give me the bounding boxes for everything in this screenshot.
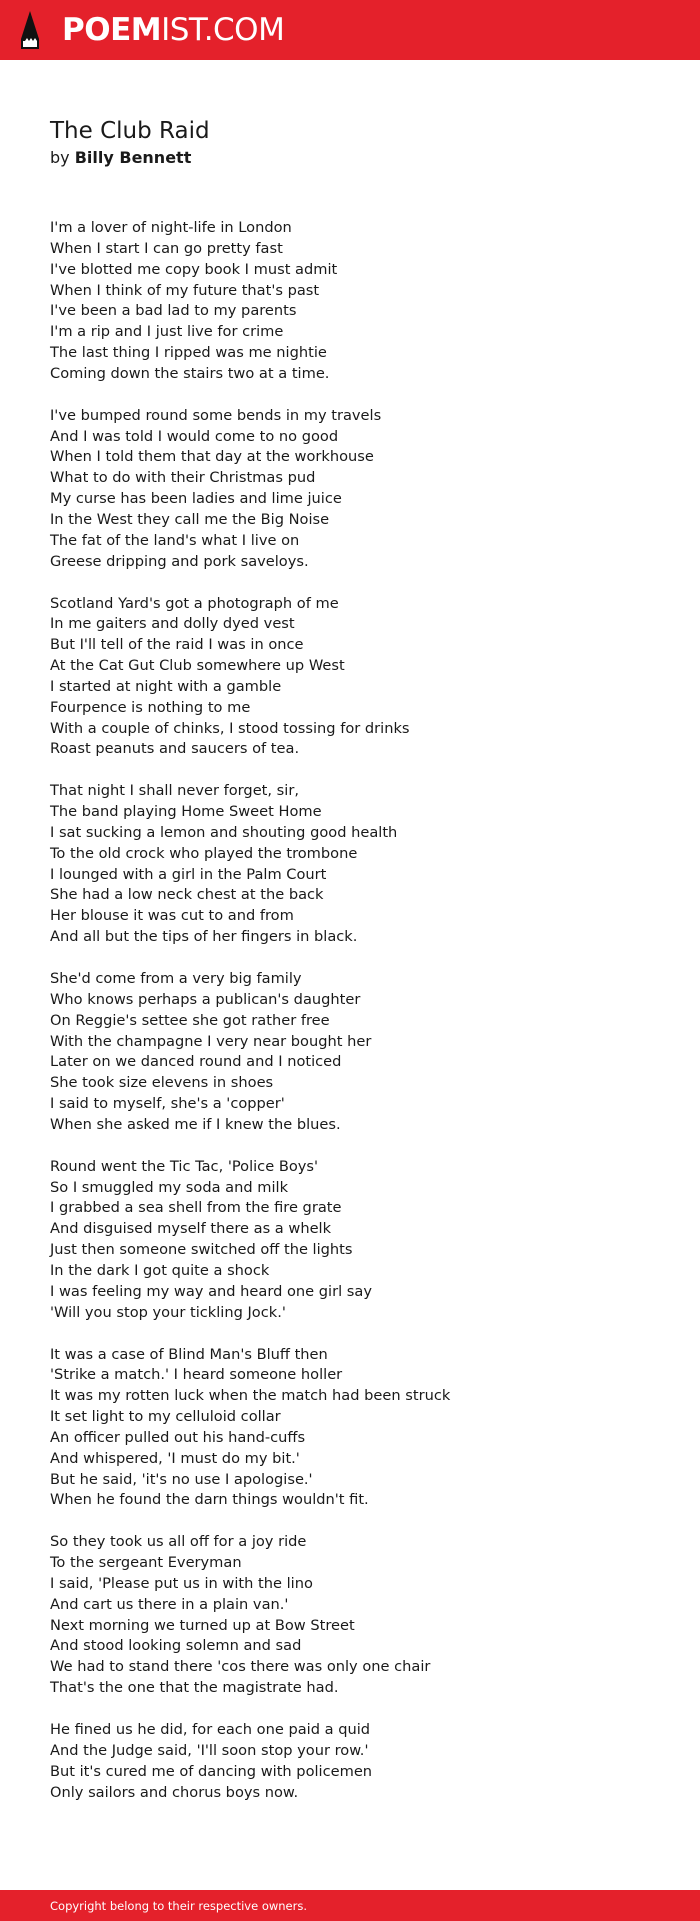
poem-line: 'Will you stop your tickling Jock.'	[50, 1303, 286, 1321]
poem-title: The Club Raid	[50, 118, 210, 144]
poem-line: I started at night with a gamble	[50, 677, 282, 695]
poem-line: I sat sucking a lemon and shouting good health	[50, 823, 398, 841]
poem-line: On Reggie's settee she got rather free	[50, 1011, 330, 1029]
poem-line: I lounged with a girl in the Palm Court	[50, 865, 327, 883]
byline-prefix: by	[50, 148, 70, 167]
logo-wordmark	[62, 8, 284, 52]
poem-line: And the Judge said, 'I'll soon stop your row.'	[50, 1741, 369, 1759]
poem-heading	[50, 116, 210, 170]
poem-line: Only sailors and chorus boys now.	[50, 1783, 299, 1801]
site-footer	[0, 1890, 700, 1921]
site-logo-link[interactable]	[18, 8, 284, 52]
stanza	[50, 969, 650, 1136]
poem-line: That's the one that the magistrate had.	[50, 1679, 339, 1697]
poem-line: I was feeling my way and heard one girl say	[50, 1282, 372, 1300]
copyright-notice: Copyright belong to their respective owners.	[50, 1899, 308, 1913]
poem-line: Roast peanuts and saucers of tea.	[50, 740, 300, 758]
poem-line: She'd come from a very big family	[50, 970, 302, 987]
poem-body	[50, 218, 650, 1824]
poem-line: Scotland Yard's got a photograph of me	[50, 594, 339, 612]
poem-line: And I was told I would come to no good	[50, 427, 339, 445]
stanza	[50, 406, 650, 573]
poem-line: To the old crock who played the trombone	[50, 844, 358, 862]
poem-line: Greese dripping and pork saveloys.	[50, 552, 309, 570]
poem-line: But he said, 'it's no use I apologise.'	[50, 1470, 313, 1488]
poem-line: When I told them that day at the workhouse	[50, 448, 374, 466]
logo-wordmark-bold: POEM	[62, 12, 162, 48]
poem-line: I've blotted me copy book I must admit	[50, 260, 338, 278]
poem-line: She took size elevens in shoes	[50, 1074, 274, 1092]
poem-line: Fourpence is nothing to me	[50, 698, 251, 716]
poem-line: Her blouse it was cut to and from	[50, 907, 294, 925]
stanza	[50, 594, 650, 761]
poem-line: 'Strike a match.' I heard someone holler	[50, 1366, 343, 1384]
poem-line: And cart us there in a plain van.'	[50, 1595, 289, 1613]
poem-line: When he found the darn things wouldn't fit.	[50, 1491, 369, 1509]
poem-line: I'm a lover of night-life in London	[50, 219, 292, 236]
logo-wordmark-light: IST.COM	[161, 12, 285, 48]
poem-line: But it's cured me of dancing with policemen	[50, 1762, 373, 1780]
stanza	[50, 781, 650, 948]
poem-line: My curse has been ladies and lime juice	[50, 490, 342, 508]
poem-line: So I smuggled my soda and milk	[50, 1178, 289, 1196]
poem-line: So they took us all off for a joy ride	[50, 1533, 307, 1551]
site-header	[0, 0, 700, 60]
poem-line: Who knows perhaps a publican's daughter	[50, 990, 361, 1008]
poem-line: I've bumped round some bends in my travels	[50, 406, 382, 424]
poem-line: What to do with their Christmas pud	[50, 469, 316, 487]
stanza	[50, 1345, 650, 1512]
poem-line: And all but the tips of her fingers in black.	[50, 928, 358, 946]
poem-line: Coming down the stairs two at a time.	[50, 364, 330, 382]
stanza	[50, 218, 650, 385]
poem-line: And stood looking solemn and sad	[50, 1637, 302, 1655]
poem-line: We had to stand there 'cos there was only one chair	[50, 1658, 431, 1676]
poem-line: In the West they call me the Big Noise	[50, 510, 330, 528]
poem-line: And whispered, 'I must do my bit.'	[50, 1449, 300, 1467]
poem-line: But I'll tell of the raid I was in once	[50, 636, 304, 654]
stanza	[50, 1157, 650, 1324]
poem-line: The last thing I ripped was me nightie	[50, 344, 327, 362]
byline	[50, 146, 210, 170]
poem-line: With the champagne I very near bought her	[50, 1032, 372, 1050]
poem-line: That night I shall never forget, sir,	[50, 782, 299, 800]
poem-line: When I start I can go pretty fast	[50, 239, 283, 257]
poem-line: Next morning we turned up at Bow Street	[50, 1616, 355, 1634]
author-link[interactable]: Billy Bennett	[74, 148, 192, 167]
poem-line: It set light to my celluloid collar	[50, 1408, 281, 1426]
poem-line: I've been a bad lad to my parents	[50, 302, 297, 320]
poem-line: An officer pulled out his hand-cuffs	[50, 1428, 306, 1446]
poem-line: It was a case of Blind Man's Bluff then	[50, 1345, 328, 1363]
poem-line: In the dark I got quite a shock	[50, 1261, 270, 1279]
poem-line: When she asked me if I knew the blues.	[50, 1115, 341, 1133]
poem-line: I'm a rip and I just live for crime	[50, 323, 284, 341]
poem-line: She had a low neck chest at the back	[50, 886, 324, 904]
poem-line: It was my rotten luck when the match had been struck	[50, 1387, 451, 1405]
poem-line: With a couple of chinks, I stood tossing for drinks	[50, 719, 410, 737]
stanza	[50, 1532, 650, 1699]
poem-line: The fat of the land's what I live on	[50, 531, 300, 549]
poem-line: In me gaiters and dolly dyed vest	[50, 615, 295, 633]
poem-line: I grabbed a sea shell from the fire grate	[50, 1199, 342, 1217]
stanza	[50, 1720, 650, 1803]
pen-nib-icon	[18, 9, 42, 51]
poem-line: Just then someone switched off the lights	[50, 1241, 353, 1259]
poem-line: I said to myself, she's a 'copper'	[50, 1095, 285, 1113]
poem-line: And disguised myself there as a whelk	[50, 1220, 332, 1238]
poem-line: When I think of my future that's past	[50, 281, 320, 299]
poem-line: I said, 'Please put us in with the lino	[50, 1574, 313, 1592]
poem-line: To the sergeant Everyman	[50, 1554, 242, 1572]
poem-line: Later on we danced round and I noticed	[50, 1053, 342, 1071]
poem-line: At the Cat Gut Club somewhere up West	[50, 657, 345, 675]
poem-line: Round went the Tic Tac, 'Police Boys'	[50, 1157, 319, 1175]
poem-line: The band playing Home Sweet Home	[50, 803, 322, 821]
poem-line: He fined us he did, for each one paid a quid	[50, 1721, 371, 1738]
